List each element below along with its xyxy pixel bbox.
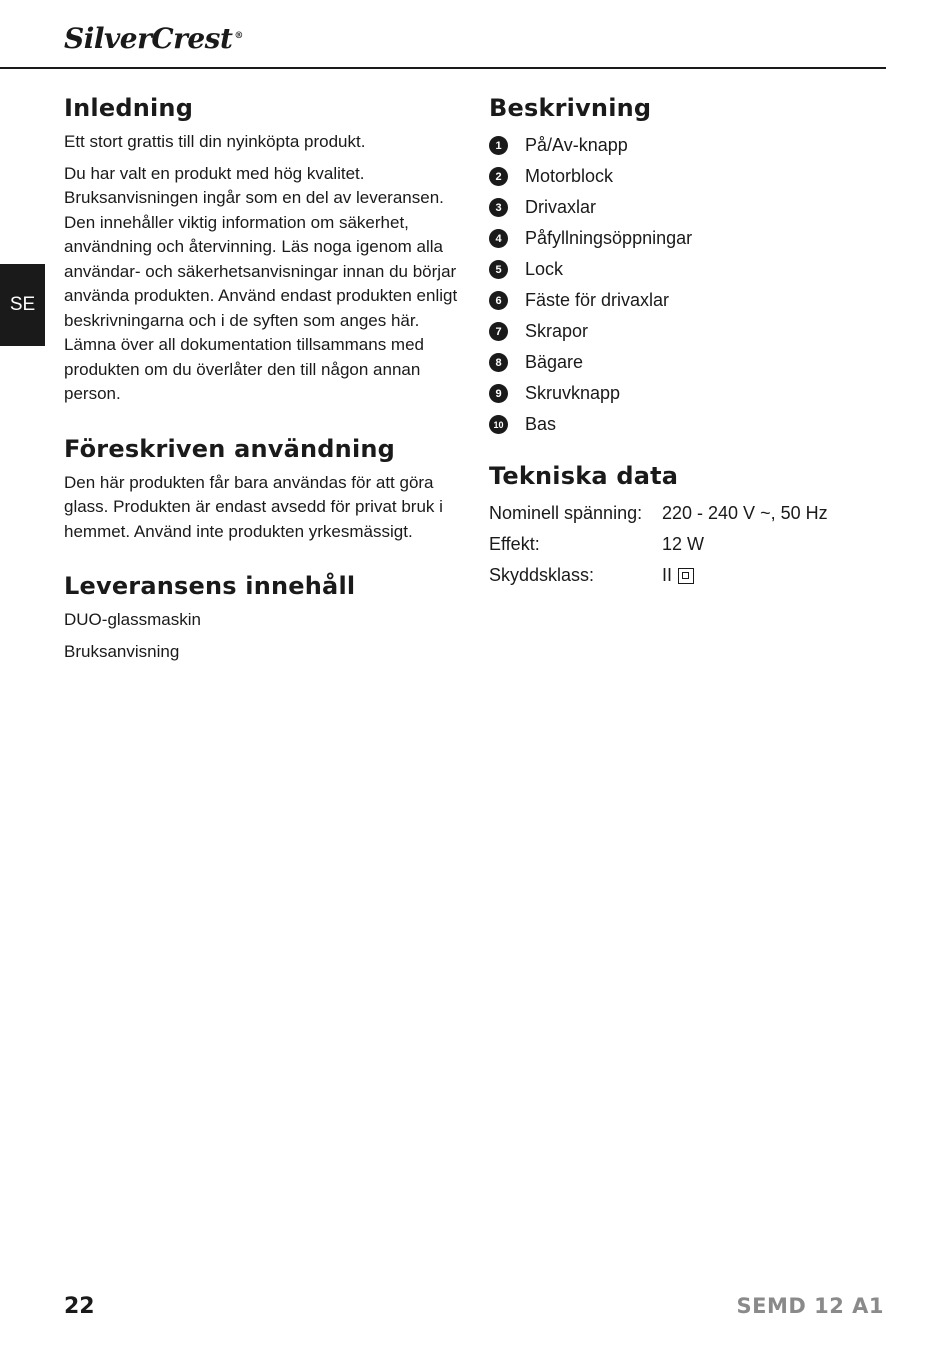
list-item bbox=[489, 130, 889, 161]
language-tab-label: SE bbox=[9, 294, 36, 315]
part-label: Bägare bbox=[525, 352, 584, 372]
tech-value: 12 W bbox=[662, 534, 705, 554]
section-intended-use bbox=[64, 433, 464, 545]
part-label: Drivaxlar bbox=[525, 197, 597, 217]
language-tab bbox=[0, 264, 45, 346]
tech-value bbox=[662, 565, 694, 586]
part-label: På/Av-knapp bbox=[525, 135, 628, 155]
header-divider bbox=[0, 67, 886, 69]
left-column bbox=[64, 92, 464, 690]
registered-mark: ® bbox=[234, 30, 243, 41]
part-number-badge: 3 bbox=[489, 198, 508, 217]
section-tech-data bbox=[489, 460, 889, 591]
protection-class-value: II bbox=[662, 565, 673, 585]
part-label: Fäste för drivaxlar bbox=[525, 290, 670, 310]
part-label: Motorblock bbox=[525, 166, 614, 186]
delivery-item: Bruksanvisning bbox=[64, 641, 180, 661]
list-item bbox=[489, 409, 889, 440]
page-number: 22 bbox=[64, 1294, 95, 1319]
tech-label: Skyddsklass: bbox=[489, 565, 595, 585]
part-label: Påfyllningsöppningar bbox=[525, 228, 693, 248]
intended-use-paragraph: Den här produkten får bara användas för att göra glass. Produkten är endast avsedd för privat bruk i hemmet. Använd inte produkten yrkesmässigt. bbox=[64, 472, 443, 541]
section-description bbox=[489, 92, 889, 440]
tech-row-power bbox=[489, 529, 889, 560]
part-number-badge: 4 bbox=[489, 229, 508, 248]
list-item bbox=[489, 161, 889, 192]
part-number-badge: 7 bbox=[489, 322, 508, 341]
list-item bbox=[489, 316, 889, 347]
list-item bbox=[489, 347, 889, 378]
class-ii-double-square-icon bbox=[678, 568, 694, 584]
parts-list bbox=[489, 130, 889, 440]
part-number-badge: 5 bbox=[489, 260, 508, 279]
intro-heading: Inledning bbox=[64, 94, 194, 122]
part-number-badge: 9 bbox=[489, 384, 508, 403]
delivery-heading: Leveransens innehåll bbox=[64, 572, 356, 600]
tech-data-heading: Tekniska data bbox=[489, 462, 679, 490]
intro-paragraph: Ett stort grattis till din nyinköpta produkt. bbox=[64, 132, 366, 151]
model-number: SEMD 12 A1 bbox=[736, 1294, 884, 1318]
part-label: Bas bbox=[525, 414, 557, 434]
tech-value: 220 - 240 V ~, 50 Hz bbox=[662, 503, 828, 523]
part-number-badge: 2 bbox=[489, 167, 508, 186]
intro-paragraph: Du har valt en produkt med hög kvalitet. Bruksanvisningen ingår som en del av leveransen. Den innehåller viktig information om säkerhet, användning och återvinning. Läs noga igenom alla användar- och säkerhetsanvisningar innan du börjar använda produkten. Använd endast produkten enligt beskrivningarna och i de syften som anges här. Lämna över all dokumentation tillsammans med produkten om du överlåter den till någon annan person. bbox=[64, 163, 458, 403]
part-label: Skrapor bbox=[525, 321, 589, 341]
description-heading: Beskrivning bbox=[489, 94, 652, 122]
part-number-badge: 8 bbox=[489, 353, 508, 372]
brand-logo-text: SilverCrest bbox=[64, 22, 233, 55]
part-label: Lock bbox=[525, 259, 564, 279]
section-delivery bbox=[64, 570, 464, 664]
part-number-badge: 10 bbox=[489, 415, 508, 434]
list-item bbox=[489, 223, 889, 254]
section-intro bbox=[64, 92, 464, 407]
list-item bbox=[489, 254, 889, 285]
brand-logo bbox=[64, 22, 243, 55]
right-column bbox=[489, 92, 889, 617]
part-number-badge: 6 bbox=[489, 291, 508, 310]
tech-row-voltage bbox=[489, 498, 889, 529]
delivery-item: DUO-glassmaskin bbox=[64, 610, 201, 629]
list-item bbox=[489, 285, 889, 316]
list-item bbox=[489, 192, 889, 223]
list-item bbox=[489, 378, 889, 409]
tech-label: Nominell spänning: bbox=[489, 503, 643, 523]
tech-label: Effekt: bbox=[489, 534, 540, 554]
part-number-badge: 1 bbox=[489, 136, 508, 155]
tech-row-protection-class bbox=[489, 560, 889, 591]
part-label: Skruvknapp bbox=[525, 383, 621, 403]
intended-use-heading: Föreskriven användning bbox=[64, 434, 396, 463]
